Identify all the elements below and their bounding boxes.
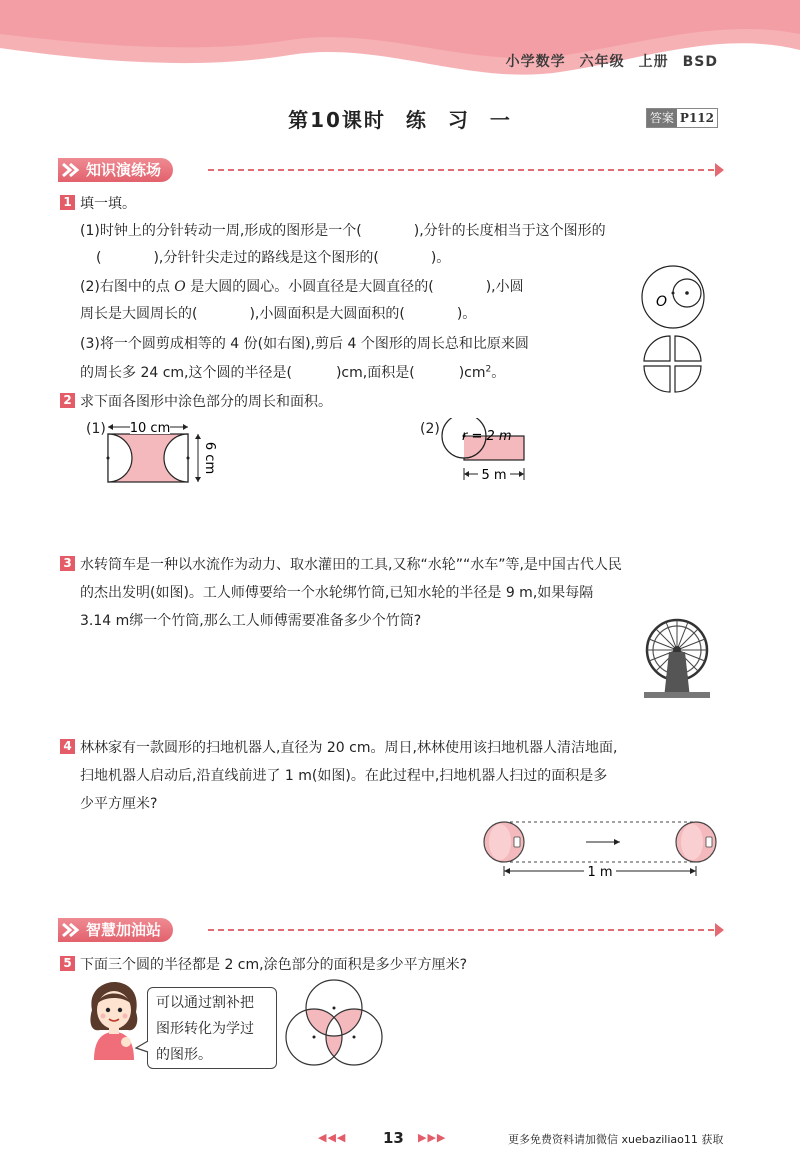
- section-header-practice: 知识演练场: [58, 158, 718, 184]
- q1-part3-line2: 的周长多 24 cm,这个圆的半径是( )cm,面积是( )$cm^2$。: [80, 364, 506, 381]
- prev-arrows-icon: ◀◀◀: [318, 1131, 347, 1144]
- question-number: 3: [60, 556, 75, 571]
- lightning-icon: [60, 920, 82, 940]
- q3-line2: 的杰出发明(如图)。工人师傅要给一个水轮绑竹筒,已知水轮的半径是 9 m,如果每隔: [80, 585, 594, 601]
- next-arrows-icon: ▶▶▶: [418, 1131, 447, 1144]
- q1-part2-line1: (2)右图中的点 O 是大圆的圆心。小圆直径是大圆直径的( ),小圆: [80, 279, 524, 295]
- question-stem: 下面三个圆的半径都是 2 cm,涂色部分的面积是多少平方厘米?: [80, 957, 468, 973]
- question-number: 5: [60, 956, 75, 971]
- q1-part1-line2: ( ),分针针尖走过的路线是这个图形的( )。: [96, 250, 451, 266]
- q4-line3: 少平方厘米?: [80, 796, 158, 812]
- question-number: 4: [60, 739, 75, 754]
- book-info: [492, 51, 718, 71]
- q4-line1: 林林家有一款圆形的扫地机器人,直径为 20 cm。周日,林林使用该扫地机器人清洁地面,: [80, 740, 618, 756]
- page-number: 13: [383, 1129, 404, 1147]
- length-label: 5 m: [481, 468, 507, 483]
- header-banner: [0, 0, 800, 95]
- bubble-tail: [135, 1040, 149, 1054]
- water-wheel-image: [644, 612, 710, 698]
- width-label: 10 cm: [129, 421, 171, 436]
- radius-label: r = 2 m: [462, 429, 512, 444]
- q1-part2-line2: 周长是大圆周长的( ),小圆面积是大圆面积的( )。: [80, 306, 477, 322]
- question-number: 2: [60, 393, 75, 408]
- rectangle-semicircles-figure: [100, 418, 220, 490]
- footer-note: 更多免费资料请加微信 xuebaziliao11 获取: [508, 1133, 724, 1146]
- edition: BSD: [682, 54, 718, 70]
- volume: 上册: [638, 54, 669, 70]
- q4-line2: 扫地机器人启动后,沿直线前进了 1 m(如图)。在此过程中,扫地机器人扫过的面积是多: [80, 768, 608, 784]
- question-number: 1: [60, 195, 75, 210]
- figure-label: (2): [420, 421, 440, 437]
- distance-label: 1 m: [587, 865, 613, 880]
- center-label: O: [656, 294, 668, 310]
- height-label: 6 cm: [202, 441, 217, 475]
- nested-circles-figure: [638, 262, 708, 332]
- circle-rectangle-figure: [436, 418, 546, 488]
- question-stem: 求下面各图形中涂色部分的周长和面积。: [80, 394, 332, 410]
- q1-part1-line1: (1)时钟上的分针转动一周,形成的图形是一个( ),分针的长度相当于这个图形的: [80, 223, 606, 239]
- hint-speech-bubble: 可以通过割补把 图形转化为学过 的图形。: [147, 987, 277, 1069]
- lesson-number: 第10课时: [288, 108, 386, 132]
- q3-line1: 水转筒车是一种以水流作为动力、取水灌田的工具,又称“水轮”“水车”等,是中国古代人民: [80, 557, 622, 573]
- robot-path-figure: [478, 816, 722, 882]
- grade: 六年级: [579, 54, 625, 70]
- answer-page-tag: 答案 P112: [646, 108, 718, 128]
- figure-label: (1): [86, 421, 106, 437]
- page-title: 第10课时 练 习 一: [288, 108, 512, 132]
- section-header-challenge: 智慧加油站: [58, 918, 718, 944]
- lightning-icon: [60, 160, 82, 180]
- three-circles-figure: [284, 975, 384, 1071]
- subject: 小学数学: [505, 54, 566, 70]
- q3-line3: 3.14 m绑一个竹筒,那么工人师傅需要准备多少个竹筒?: [80, 613, 422, 629]
- q1-part3-line1: (3)将一个圆剪成相等的 4 份(如右图),剪后 4 个图形的周长总和比原来圆: [80, 336, 529, 352]
- quartered-circle-figure: [640, 334, 706, 394]
- question-stem: 填一填。: [80, 196, 136, 212]
